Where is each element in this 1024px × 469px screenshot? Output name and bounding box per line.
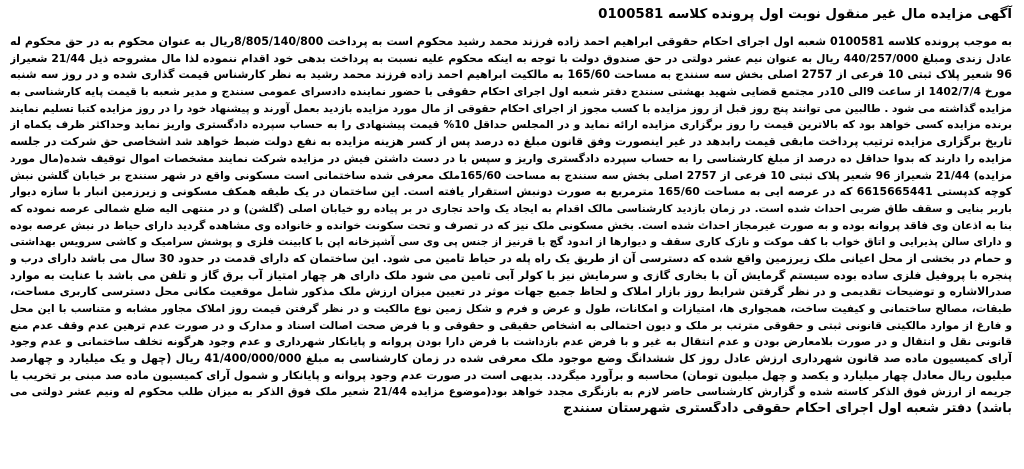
notice-line: آرای کمیسیون ماده صد قانون شهرداری ارزش عادل روز کل ششدانگ وضع موجود ملک معرفی شده در زمان کارشناسی به مبلغ 41/400/000/000 ریال (چهل و یک میلیارد و چهارصد: [10, 352, 1012, 366]
notice-line: جریمه از ارزش فوق الذکر کاسته شده و گزارش کارشناسی حاضر لازم به بازنگری مجدد خواهد بود(موضوع مزایده 21/44 شعیر ملک فوق الذکر به میزان طلب محکوم له ونیم عشر دولتی می: [10, 385, 1012, 399]
notice-line: کوچه کدپستی 6615665441 که در عرصه ایی به مساحت 165/60 مترمربع به صورت دونبش استقرار یافته است. این ساختمان در یک طبقه همکف مسکونی و زیرزمین انبار با سازه دیوار: [10, 185, 1012, 199]
notice-line: پنجره با پروفیل فلزی ساده بوده سیستم گرمایش آن با بخاری گازی و سرمایش نیز با کولر آبی تامین می شود ملک دارای هر چهار امتیاز آب برق گاز و تلفن می باشد با عنایت به موارد: [10, 268, 1012, 282]
notice-line: و فارغ از موارد مالکیتی قانونی ثبتی و حقوقی مترتب بر ملک و دیون احتمالی به اشخاص حقیقی و حقوقی و با فرض صحت اصالت اسناد و مدارک و در صورت عدم ترهین عدم وقف عدم منع: [10, 318, 1012, 332]
notice-line: صدرالاشاره و توضیحات تقدیمی و در نظر گرفتن شرایط روز بازار املاک و لحاظ جمیع جهات موثر در تعیین میزان ارزش ملک مذکور شامل موقعیت مکانی محل دسترسی کاربری مساحت،: [10, 285, 1012, 299]
notice-line: باربر بنایی و سقف طاق ضربی احداث شده است. در زمان بازدید کارشناسی مالک اقدام به ایجاد یک واحد تجاری در بر پیاده رو خیابان اصلی (گلشن) و در منتهی الیه ضلع شمالی عرصه نموده که: [10, 202, 1012, 215]
notice-line: مزایده را دارند که بدوا حداقل ده درصد از مبلغ کارشناسی را به حساب سپرده دادگستری واریز و سپس با در دست داشتن فیش در مزایده شرکت نمایند مشخصات اموال توقیف شده(مال مورد: [10, 151, 1012, 165]
notice-line: میلیون ریال معادل چهار میلیارد و یکصد و چهل میلیون تومان) محاسبه و برآورد میگردد. بدیهی است در صورت عدم وجود پروانه و پایانکار و شمول آرای کمیسیون ماده صد مبنی بر تخریب یا: [10, 368, 1012, 382]
notice-line: مورخ 1402/7/4 از ساعت 9الی 10در مجتمع قضایی شهید بهشتی سنندج دفتر شعبه اول اجرای احکام حقوقی با حضور نماینده دادسرای عمومی سنندج و مدیر شعبه با قیمت پایه کارشناسی به: [10, 85, 1012, 99]
notice-line: طبقات، مصالح ساختمانی و کیفیت ساخت، همجواری ها، امتیازات و امکانات، طول و عرض و فرم و شکل زمین نوع مالکیت و در نظر گرفتن قیمت روز املاک مجاور مشابه و متناسب با این محل: [10, 303, 1012, 315]
notice-line: برنده مزایده کسی خواهد بود که بالاترین قیمت را روز برگزاری مزایده ارائه نماید و در المجلس حداقل 10% قیمت پیشنهادی را به حساب سپرده دادگستری واریز نماید وحداکثر ظرف یکماه از: [10, 118, 1012, 132]
notice-line: مزایده گذاشته می شود . طالبین می توانند پنج روز قبل از روز مزایده با کسب مجوز از اجرای احکام حقوقی از مال مورد مزایده بازدید بعمل آورند و پیشنهاد خود را در روز مزایده کتبا تسلیم نمایند: [10, 102, 1012, 115]
notice-line: به موجب پرونده کلاسه 0100581 شعبه اول اجرای احکام حقوقی ابراهیم احمد زاده فرزند محمد رشید محکوم است به پرداخت 8/805/140/800ریال به عنوان محکوم به در حق محکوم له: [10, 35, 1012, 48]
notice-line: قانونی نقل و انتقال و در صورت بلامعارض بودن و عدم انتقال به غیر و با فرض عدم بازداشت با فرض دارا بودن پروانه و پایانکار شهرداری و عدم وجود هرگونه تخلف ساختمانی و عدم وجود: [10, 335, 1012, 349]
notice-title: آگهی مزایده مال غیر منقول نوبت اول پرونده کلاسه 0100581: [598, 7, 1012, 22]
notice-line: باشد) دفتر شعبه اول اجرای احکام حقوقی دادگستری شهرستان سنندج: [563, 401, 1012, 417]
notice-line: مزایده) 21/44 شعیراز 96 شعیر پلاک ثبتی 10 فرعی از 2757 اصلی بخش سه سنندج به مساحت 165/60ملک معرفی شده ساختمانی است مسکونی واقع در شهر سنندج بر خیابان گلشن نبش: [10, 168, 1012, 182]
notice-line: 96 شعیر پلاک ثبتی 10 فرعی از 2757 اصلی بخش سه سنندج به مساحت 165/60 به مالکیت ابراهیم احمد زاده فرزند محمد رشید به نظر کارشناس قیمت گذاری شده و در روز سه شنبه: [10, 68, 1012, 82]
notice-line: بنا به اذعان وی فاقد پروانه بوده و به صورت غیرمجاز احداث شده است. بخش مسکونی ملک نیز که در تصرف و تحت سکونت خوانده و خانواده وی مشاهده گردید دارای حیاط در نبش عرصه بوده: [10, 218, 1012, 232]
notice-line: عادل زندی ومبلغ 440/257/000 ریال به عنوان نیم عشر دولتی در حق صندوق دولت با توجه به اینکه محکوم علیه نسبت به پرداخت بدهی خود اقدام ننموده لذا مال مشروحه ذیل 21/44 شعیراز: [10, 51, 1012, 65]
notice-line: و دارای سالن پذیرایی و اتاق خواب با کف موکت و نازک کاری سقف و دیوارها از اندود گچ با قرنیز از جنس پی وی سی آشپزخانه اپن با کابینت فلزی و پوشش سرامیک و کاشی سرویس بهداشتی: [10, 236, 1012, 249]
notice-line: تاریخ برگزاری مزایده ترتیب پرداخت مابقی قیمت رابدهد در غیر اینصورت وفق قانون مبلغ ده درصد پس از کسر هزینه مزایده به نفع دولت ضبط خواهد شد اشخاصی حق شرکت در جلسه: [10, 135, 1012, 149]
notice-line: و حمام در بخشی از محل اعیانی ملک زیرزمین واقع شده که دسترسی آن از طریق یک راه پله در حیاط تامین می شود. این ساختمان که دارای قدمت در حدود 30 سال می باشد دارای درب و: [10, 251, 1012, 265]
notice-body: [10, 34, 1012, 418]
